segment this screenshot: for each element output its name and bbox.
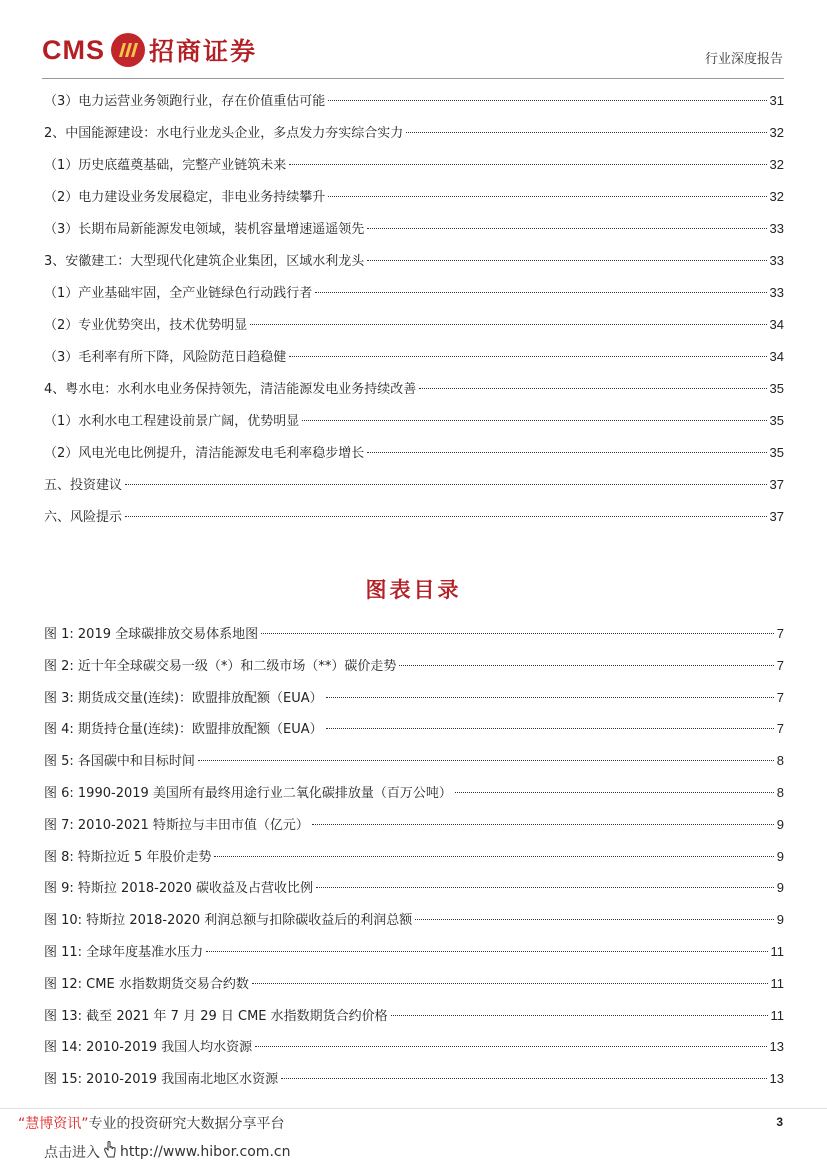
- hibor-link[interactable]: http://www.hibor.com.cn: [120, 1144, 291, 1160]
- figure-entry[interactable]: [44, 968, 784, 1000]
- dot-leader: [419, 388, 766, 389]
- toc-entry-page: 37: [769, 509, 784, 524]
- dot-leader: [289, 164, 766, 165]
- dot-leader: [312, 824, 774, 825]
- figure-entry-page: 7: [776, 689, 784, 705]
- toc-entry-title: （1）水利水电工程建设前景广阔，优势明显: [44, 414, 300, 429]
- dot-leader: [367, 228, 766, 229]
- dot-leader: [214, 856, 773, 857]
- toc-entry-title: （2）电力建设业务发展稳定，非电业务持续攀升: [44, 190, 326, 205]
- toc-entry-page: 34: [769, 349, 784, 364]
- dot-leader: [328, 196, 766, 197]
- watermark-text: 专业的投资研究大数据分享平台: [88, 1116, 285, 1132]
- toc-entry-title: 4、粤水电：水利水电业务保持领先，清洁能源发电业务持续改善: [44, 382, 417, 397]
- figure-entry[interactable]: [44, 618, 784, 650]
- toc-entry-page: 33: [769, 253, 784, 268]
- toc-entry-page: 32: [769, 189, 784, 204]
- toc-entry-title: （3）毛利率有所下降，风险防范日趋稳健: [44, 350, 287, 365]
- figure-entry-page: 9: [776, 880, 784, 896]
- header-divider: [42, 78, 784, 79]
- toc-entry-title: （3）长期布局新能源发电领域，装机容量增速遥遥领先: [44, 222, 365, 237]
- toc-entry-page: 35: [769, 445, 784, 460]
- figure-entry[interactable]: [44, 777, 784, 809]
- figure-entry[interactable]: [44, 713, 784, 745]
- figure-entry-title: 图 2: 近十年全球碳交易一级（*）和二级市场（**）碳价走势: [44, 658, 397, 674]
- toc-entry-page: 32: [769, 125, 784, 140]
- toc-entry-title: （1）历史底蕴奠基础，完整产业链筑未来: [44, 158, 287, 173]
- toc-entry-title: 3、安徽建工：大型现代化建筑企业集团，区域水利龙头: [44, 254, 365, 269]
- toc-entry[interactable]: [44, 85, 784, 117]
- dot-leader: [326, 697, 774, 698]
- figure-entry-title: 图 12: CME 水指数期货交易合约数: [44, 976, 249, 992]
- figure-entry-title: 图 6: 1990-2019 美国所有最终用途行业二氧化碳排放量（百万公吨）: [44, 785, 452, 801]
- toc-entry-title: （3）电力运营业务领跑行业，存在价值重估可能: [44, 94, 326, 109]
- figure-entry-title: 图 11: 全球年度基准水压力: [44, 944, 204, 960]
- toc-entry-page: 31: [769, 93, 784, 108]
- dot-leader: [252, 983, 768, 984]
- toc-entry-page: 34: [769, 317, 784, 332]
- figure-entry-title: 图 13: 截至 2021 年 7 月 29 日 CME 水指数期货合约价格: [44, 1008, 388, 1024]
- dot-leader: [406, 132, 766, 133]
- toc-entry-page: 33: [769, 285, 784, 300]
- figures-list: [44, 618, 784, 1095]
- figure-entry-title: 图 3: 期货成交量(连续)：欧盟排放配额（EUA）: [44, 690, 323, 706]
- toc-entry[interactable]: [44, 501, 784, 533]
- logo-company-name: 招商证券: [149, 37, 258, 66]
- figure-entry-title: 图 9: 特斯拉 2018-2020 碳收益及占营收比例: [44, 881, 314, 897]
- figure-entry[interactable]: [44, 1063, 784, 1095]
- footer-divider: [0, 1108, 827, 1109]
- dot-leader: [367, 260, 766, 261]
- figure-entry-page: 11: [770, 1007, 784, 1023]
- dot-leader: [125, 516, 767, 517]
- watermark-link-line[interactable]: [44, 1141, 290, 1163]
- dot-leader: [206, 951, 767, 952]
- logo-emblem-icon: [111, 33, 145, 67]
- toc-entry[interactable]: [44, 181, 784, 213]
- dot-leader: [250, 324, 766, 325]
- figure-entry-title: 图 14: 2010-2019 我国人均水资源: [44, 1040, 253, 1056]
- page-number: 3: [776, 1115, 783, 1129]
- figure-entry-title: 图 7: 2010-2021 特斯拉与丰田市值（亿元）: [44, 817, 309, 833]
- dot-leader: [289, 356, 766, 357]
- toc-entry-title: 六、风险提示: [44, 510, 123, 525]
- figure-entry-page: 7: [776, 721, 784, 737]
- toc-entry[interactable]: [44, 277, 784, 309]
- toc-entry[interactable]: [44, 405, 784, 437]
- watermark-brand: “慧博资讯”: [18, 1116, 89, 1132]
- figure-entry[interactable]: [44, 682, 784, 714]
- dot-leader: [326, 728, 774, 729]
- dot-leader: [198, 760, 774, 761]
- page-header: [0, 0, 827, 78]
- dot-leader: [315, 292, 766, 293]
- report-type-label: 行业深度报告: [704, 52, 783, 67]
- figure-entry[interactable]: [44, 936, 784, 968]
- dot-leader: [281, 1078, 766, 1079]
- figure-entry-page: 13: [769, 1071, 784, 1087]
- dot-leader: [399, 665, 773, 666]
- dot-leader: [391, 1015, 768, 1016]
- toc-entry[interactable]: [44, 213, 784, 245]
- figure-entry-title: 图 8: 特斯拉近 5 年股价走势: [44, 849, 212, 865]
- figure-entry-page: 7: [776, 626, 784, 641]
- dot-leader: [316, 887, 774, 888]
- table-of-contents: [44, 85, 784, 533]
- figure-entry[interactable]: [44, 809, 784, 841]
- toc-entry-page: 35: [769, 381, 784, 396]
- toc-entry[interactable]: [44, 309, 784, 341]
- figure-entry-title: 图 4: 期货持仓量(连续)：欧盟排放配额（EUA）: [44, 722, 323, 738]
- figures-section-title: 图表目录: [365, 578, 462, 602]
- link-prefix: 点击进入: [44, 1145, 100, 1161]
- toc-entry[interactable]: [44, 149, 784, 181]
- toc-entry-title: （2）风电光电比例提升，清洁能源发电毛利率稳步增长: [44, 446, 365, 461]
- figure-entry[interactable]: [44, 904, 784, 936]
- pointer-hand-icon: [103, 1141, 117, 1163]
- figure-entry-page: 11: [770, 975, 784, 991]
- cms-logo: [42, 30, 257, 70]
- dot-leader: [455, 792, 774, 793]
- logo-cms-text: CMS: [42, 34, 105, 65]
- figure-entry-title: 图 5: 各国碳中和目标时间: [44, 754, 195, 770]
- figure-entry-title: 图 10: 特斯拉 2018-2020 利润总额与扣除碳收益后的利润总额: [44, 913, 413, 929]
- figure-entry-page: 8: [776, 784, 784, 800]
- toc-entry[interactable]: [44, 373, 784, 405]
- dot-leader: [367, 452, 766, 453]
- watermark-line: [18, 1113, 285, 1133]
- toc-entry-page: 32: [769, 157, 784, 172]
- figure-entry-title: 图 1: 2019 全球碳排放交易体系地图: [44, 627, 259, 642]
- figure-entry[interactable]: [44, 650, 784, 682]
- dot-leader: [415, 919, 773, 920]
- figure-entry-page: 9: [776, 816, 784, 832]
- figure-entry[interactable]: [44, 745, 784, 777]
- toc-entry-title: 五、投资建议: [44, 478, 123, 493]
- figure-entry-page: 11: [770, 943, 784, 959]
- dot-leader: [328, 100, 766, 101]
- dot-leader: [255, 1046, 766, 1047]
- dot-leader: [125, 484, 767, 485]
- figure-entry-page: 7: [776, 657, 784, 673]
- figure-entry[interactable]: [44, 841, 784, 873]
- toc-entry-title: 2、中国能源建设：水电行业龙头企业，多点发力夯实综合实力: [44, 126, 404, 141]
- figure-entry[interactable]: [44, 1000, 784, 1032]
- toc-entry-title: （2）专业优势突出，技术优势明显: [44, 318, 248, 333]
- toc-entry[interactable]: [44, 341, 784, 373]
- figure-entry[interactable]: [44, 1031, 784, 1063]
- toc-entry-page: 33: [769, 221, 784, 236]
- toc-entry-title: （1）产业基础牢固，全产业链绿色行动践行者: [44, 286, 313, 301]
- toc-entry[interactable]: [44, 437, 784, 469]
- figure-entry-page: 13: [769, 1039, 784, 1055]
- figure-entry-page: 9: [776, 848, 784, 864]
- dot-leader: [261, 633, 774, 634]
- dot-leader: [302, 420, 766, 421]
- figure-entry[interactable]: [44, 872, 784, 904]
- figure-entry-page: 8: [776, 753, 784, 769]
- toc-entry[interactable]: [44, 245, 784, 277]
- toc-entry-page: 37: [769, 477, 784, 492]
- toc-entry-page: 35: [769, 413, 784, 428]
- toc-entry[interactable]: [44, 469, 784, 501]
- figure-entry-page: 9: [776, 912, 784, 928]
- toc-entry[interactable]: [44, 117, 784, 149]
- figure-entry-title: 图 15: 2010-2019 我国南北地区水资源: [44, 1072, 279, 1088]
